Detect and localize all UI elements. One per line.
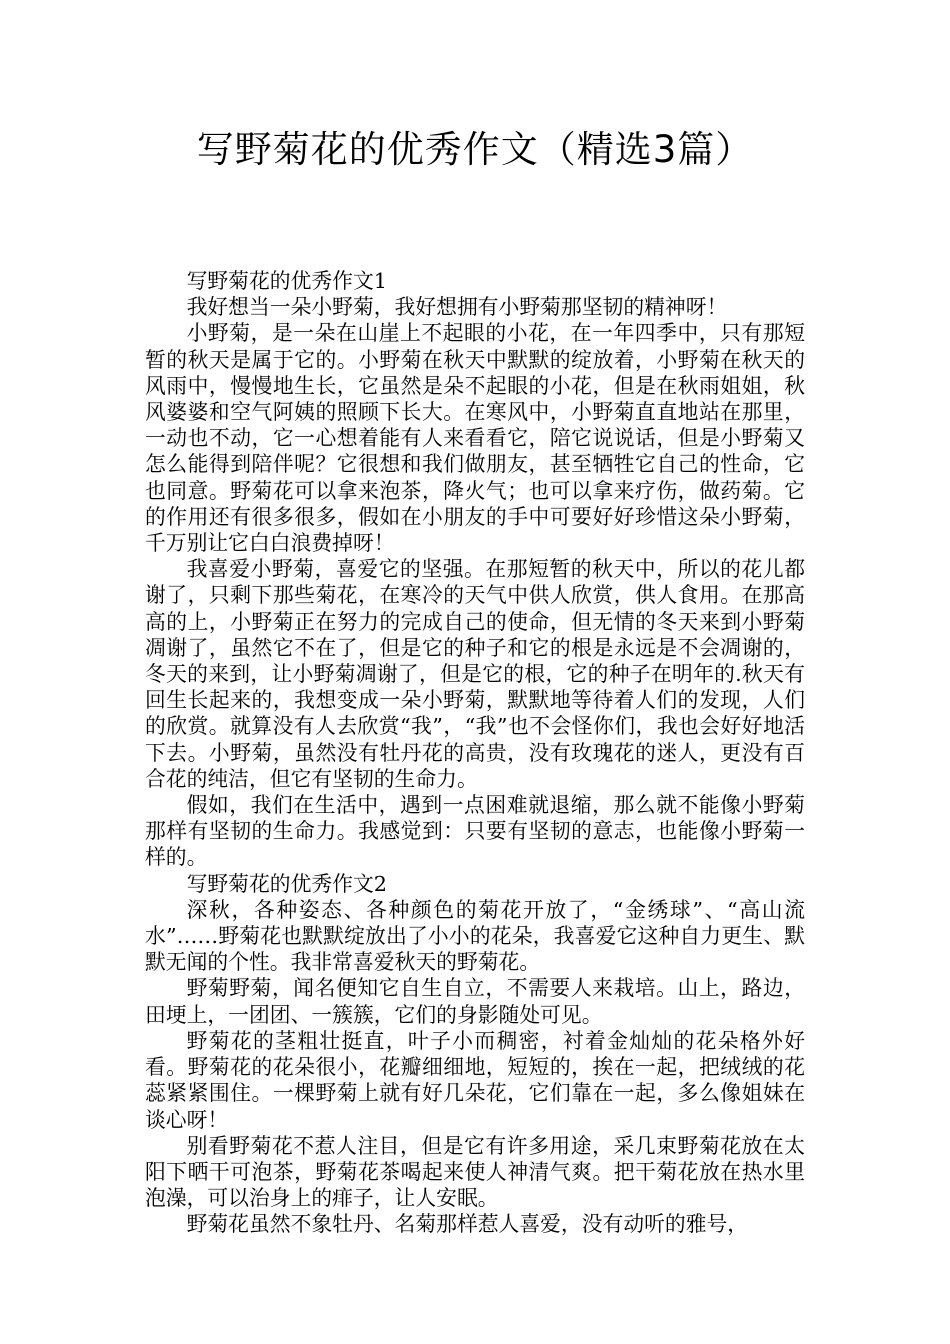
document-body <box>145 268 805 1238</box>
paragraph: 野菊野菊，闻名便知它自生自立，不需要人来栽培。山上，路边，田埂上，一团团、一簇簇，它们的身影随处可见。 <box>145 976 805 1027</box>
paragraph: 深秋，各种姿态、各种颜色的菊花开放了，“金绣球”、“高山流水”……野菊花也默默绽放出了小小的花朵，我喜爱它这种自力更生、默默无闻的个性。我非常喜爱秋天的野菊花。 <box>145 897 805 975</box>
section-heading-2: 写野菊花的优秀作文2 <box>186 871 387 896</box>
document-title: 写野菊花的优秀作文（精选3篇） <box>196 128 754 171</box>
paragraph: 野菊花虽然不象牡丹、名菊那样惹人喜爱，没有动听的雅号， <box>186 1212 749 1237</box>
section-heading-1: 写野菊花的优秀作文1 <box>186 269 387 293</box>
paragraph: 小野菊，是一朵在山崖上不起眼的小花，在一年四季中，只有那短暂的秋天是属于它的。小野菊在秋天中默默的绽放着，小野菊在秋天的风雨中，慢慢地生长，它虽然是朵不起眼的小花，但是在秋雨姐姐，秋风婆婆和空气阿姨的照顾下长大。在寒风中，小野菊直直地站在那里，一动也不动，它一心想着能有人来看看它，陪它说说话，但是小野菊又怎么能得到陪伴呢？它很想和我们做朋友，甚至牺牲它自己的性命，它也同意。野菊花可以拿来泡茶，降火气；也可以拿来疗伤，做药菊。它的作用还有很多很多，假如在小朋友的手中可要好好珍惜这朵小野菊，千万别让它白白浪费掉呀！ <box>145 321 805 556</box>
paragraph: 我好想当一朵小野菊，我好想拥有小野菊那坚韧的精神呀！ <box>186 295 728 320</box>
paragraph: 假如，我们在生活中，遇到一点困难就退缩，那么就不能像小野菊那样有坚韧的生命力。我感觉到：只要有坚韧的意志，也能像小野菊一样的。 <box>145 793 805 870</box>
paragraph: 别看野菊花不惹人注目，但是它有许多用途，采几束野菊花放在太阳下晒干可泡茶，野菊花茶喝起来使人神清气爽。把干菊花放在热水里泡澡，可以治身上的痱子，让人安眠。 <box>145 1133 805 1211</box>
paragraph: 野菊花的茎粗壮挺直，叶子小而稠密，衬着金灿灿的花朵格外好看。野菊花的花朵很小，花瓣细细地，短短的，挨在一起，把绒绒的花蕊紧紧围住。一棵野菊上就有好几朵花，它们靠在一起，多么像姐妹在谈心呀！ <box>145 1028 805 1132</box>
paragraph: 我喜爱小野菊，喜爱它的坚强。在那短暂的秋天中，所以的花儿都谢了，只剩下那些菊花，在寒冷的天气中供人欣赏，供人食用。在那高高的上，小野菊正在努力的完成自己的使命，但无情的冬天来到小野菊凋谢了，虽然它不在了，但是它的种子和它的根是永远是不会凋谢的，冬天的来到，让小野菊凋谢了，但是它的根，它的种子在明年的.秋天有回生长起来的，我想变成一朵小野菊，默默地等待着人们的发现，人们的欣赏。就算没有人去欣赏“我”，“我”也不会怪你们，我也会好好地活下去。小野菊，虽然没有牡丹花的高贵，没有玫瑰花的迷人，更没有百合花的纯洁，但它有坚韧的生命力。 <box>145 557 805 791</box>
